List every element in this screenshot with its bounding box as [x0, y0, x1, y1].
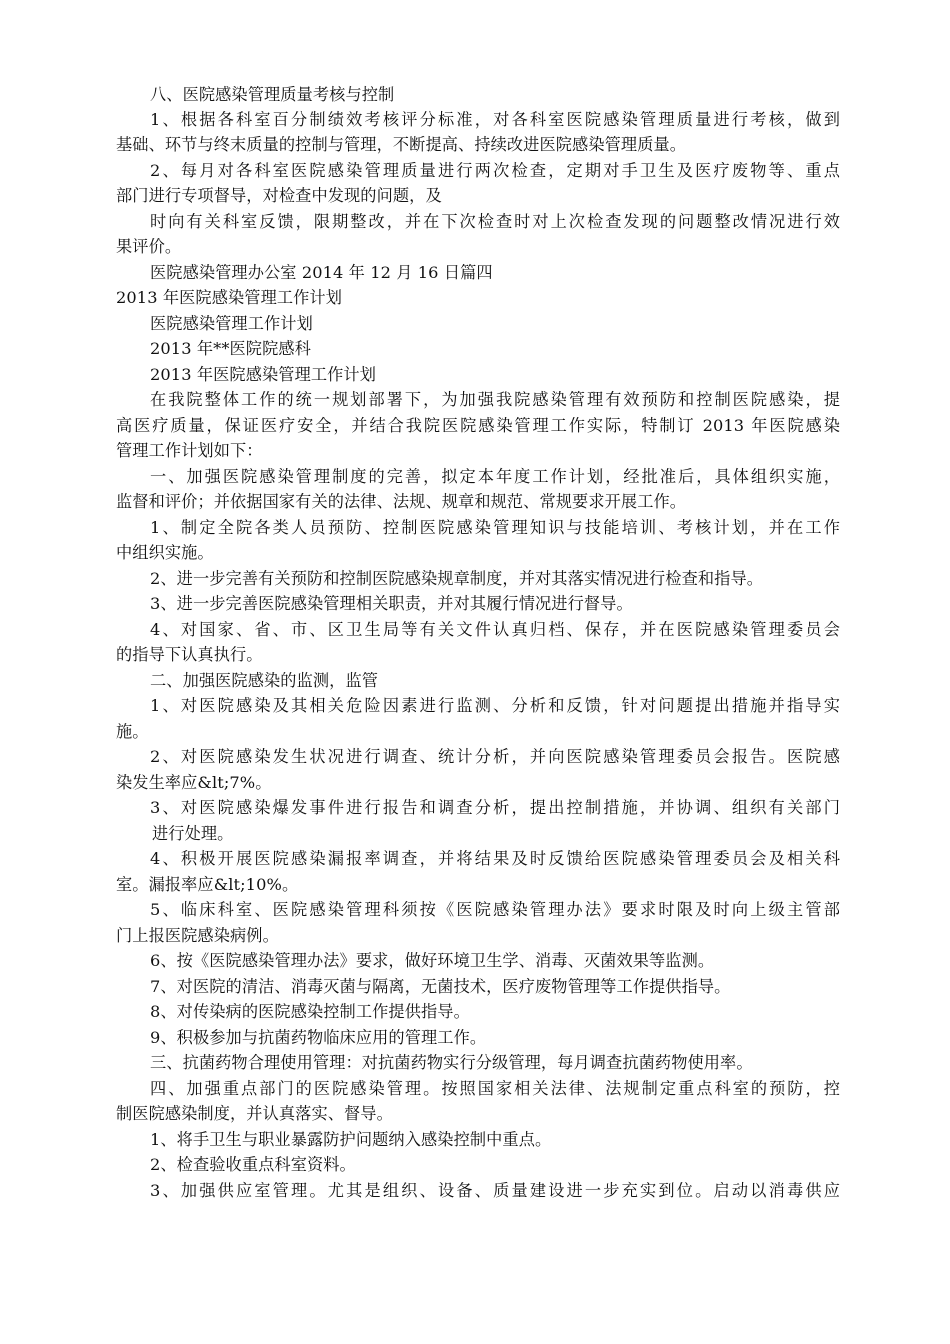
plan-title: 医院感染管理工作计划 [150, 314, 313, 333]
paragraph-line: 监督和评价；并依据国家有关的法律、法规、规章和规范、常规要求开展工作。 [116, 492, 687, 511]
paragraph-line: 2、检查验收重点科室资料。 [150, 1155, 356, 1174]
document-title: 2013 年医院感染管理工作计划 [116, 288, 343, 307]
section-heading-1: 一、加强医院感染管理制度的完善，拟定本年度工作计划，经批准后，具体组织实施， [150, 467, 840, 486]
paragraph-line: 基础、环节与终末质量的控制与管理，不断提高、持续改进医院感染管理质量。 [116, 135, 687, 154]
section-heading-2: 二、加强医院感染的监测，监管 [150, 671, 379, 690]
paragraph-line: 1、将手卫生与职业暴露防护问题纳入感染控制中重点。 [150, 1130, 552, 1149]
paragraph-line: 4、积极开展医院感染漏报率调查，并将结果及时反馈给医院感染管理委员会及相关科 [150, 849, 840, 868]
paragraph-line: 5、临床科室、医院感染管理科须按《医院感染管理办法》要求时限及时向上级主管部 [150, 900, 840, 919]
paragraph-line: 染发生率应&lt;7%。 [116, 773, 272, 792]
paragraph-line: 2、每月对各科室医院感染管理质量进行两次检查，定期对手卫生及医疗废物等、重点 [150, 161, 840, 180]
paragraph-line: 9、积极参加与抗菌药物临床应用的管理工作。 [150, 1028, 487, 1047]
paragraph-line: 2、进一步完善有关预防和控制医院感染规章制度，并对其落实情况进行检查和指导。 [150, 569, 764, 588]
paragraph-line: 8、对传染病的医院感染控制工作提供指导。 [150, 1002, 470, 1021]
department-line: 2013 年**医院院感科 [150, 339, 311, 358]
paragraph-line: 3、对医院感染爆发事件进行报告和调查分析，提出控制措施，并协调、组织有关部门 [150, 798, 840, 817]
paragraph-line: 管理工作计划如下： [116, 441, 263, 460]
paragraph-line: 6、按《医院感染管理办法》要求，做好环境卫生学、消毒、灭菌效果等监测。 [150, 951, 715, 970]
paragraph-line: 3、加强供应室管理。尤其是组织、设备、质量建设进一步充实到位。启动以消毒供应 [150, 1181, 840, 1200]
paragraph-line: 施。 [116, 722, 149, 741]
paragraph-line: 时向有关科室反馈，限期整改，并在下次检查时对上次检查发现的问题整改情况进行效 [150, 212, 840, 231]
paragraph-line: 4、对国家、省、市、区卫生局等有关文件认真归档、保存，并在医院感染管理委员会 [150, 620, 840, 639]
paragraph-line: 3、进一步完善医院感染管理相关职责，并对其履行情况进行督导。 [150, 594, 633, 613]
section-heading-3: 三、抗菌药物合理使用管理：对抗菌药物实行分级管理，每月调查抗菌药物使用率。 [150, 1053, 753, 1072]
paragraph-line: 1、制定全院各类人员预防、控制医院感染管理知识与技能培训、考核计划，并在工作 [150, 518, 840, 537]
paragraph-line: 2、对医院感染发生状况进行调查、统计分析，并向医院感染管理委员会报告。医院感 [150, 747, 840, 766]
paragraph-line: 1、对医院感染及其相关危险因素进行监测、分析和反馈，针对问题提出措施并指导实 [150, 696, 840, 715]
paragraph-line: 中组织实施。 [116, 543, 214, 562]
signature-date-line: 医院感染管理办公室 2014 年 12 月 16 日篇四 [150, 263, 493, 282]
paragraph-line: 果评价。 [116, 237, 182, 256]
paragraph-line: 部门进行专项督导，对检查中发现的问题，及 [116, 186, 442, 205]
section-heading-4: 四、加强重点部门的医院感染管理。按照国家相关法律、法规制定重点科室的预防，控 [150, 1079, 840, 1098]
paragraph-line: 1、根据各科室百分制绩效考核评分标准，对各科室医院感染管理质量进行考核，做到 [150, 110, 840, 129]
section-heading-8: 八、医院感染管理质量考核与控制 [150, 85, 395, 104]
paragraph-line: 的指导下认真执行。 [116, 645, 263, 664]
paragraph-line: 门上报医院感染病例。 [116, 926, 279, 945]
paragraph-line: 在我院整体工作的统一规划部署下，为加强我院感染管理有效预防和控制医院感染，提 [150, 390, 840, 409]
paragraph-line: 高医疗质量，保证医疗安全，并结合我院医院感染管理工作实际，特制订 2013 年医院感染 [116, 416, 840, 435]
paragraph-line: 进行处理。 [152, 824, 234, 843]
paragraph-line: 室。漏报率应&lt;10%。 [116, 875, 299, 894]
plan-subtitle: 2013 年医院感染管理工作计划 [150, 365, 377, 384]
paragraph-line: 7、对医院的清洁、消毒灭菌与隔离，无菌技术，医疗废物管理等工作提供指导。 [150, 977, 731, 996]
paragraph-line: 制医院感染制度，并认真落实、督导。 [116, 1104, 393, 1123]
